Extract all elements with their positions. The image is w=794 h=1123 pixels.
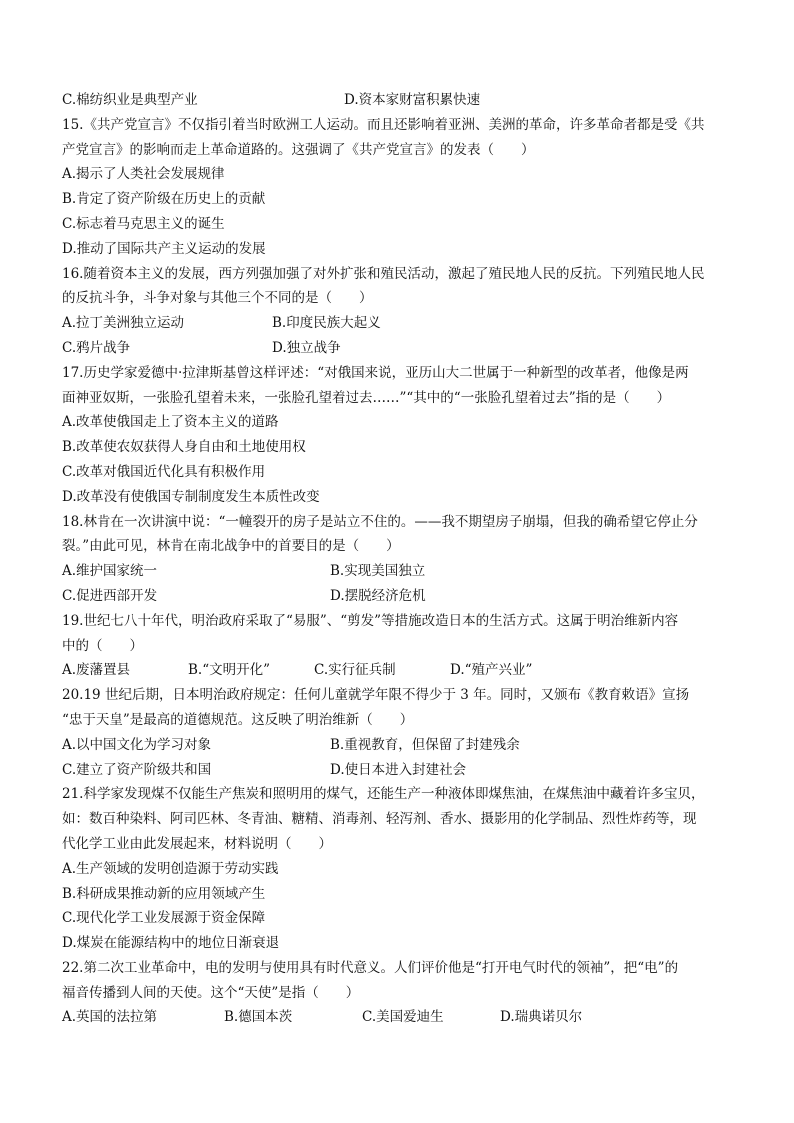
- q21-option-c: C.现代化学工业发展源于资金保障: [62, 910, 266, 927]
- q14-option-c: C.棉纺织业是典型产业: [62, 92, 198, 108]
- question-21: [62, 782, 738, 956]
- question-16: [62, 262, 738, 361]
- q16-option-a: A.拉丁美洲独立运动: [62, 315, 185, 332]
- q18-options-row-1: [62, 559, 738, 584]
- q16-options-row-1: [62, 311, 738, 336]
- q20-option-b: B.重视教育，但保留了封建残余: [330, 736, 520, 753]
- q20-option-c: C.建立了资产阶级共和国: [62, 761, 212, 778]
- q20-option-d: D.使日本进入封建社会: [330, 761, 467, 778]
- q22-stem-line-1: 22.第二次工业革命中，电的发明与使用具有时代意义。人们评价他是“打开电气时代的领袖”，把“电”的: [62, 959, 679, 976]
- q16-option-c: C.鸦片战争: [62, 339, 131, 356]
- q22-option-d: D.瑞典诺贝尔: [500, 1009, 583, 1026]
- q22-option-a: A.英国的法拉第: [62, 1009, 158, 1026]
- q18-option-a: A.维护国家统一: [62, 563, 158, 580]
- q21-stem-line-3: 代化学工业由此发展起来，材料说明（ ）: [62, 835, 332, 852]
- q16-option-d: D.独立战争: [272, 339, 341, 356]
- q22-options-row: [62, 1005, 738, 1030]
- question-22: [62, 956, 738, 1030]
- q16-stem-line-1: 16.随着资本主义的发展，西方列强加强了对外扩张和殖民活动，激起了殖民地人民的反抗。下列殖民地人民: [62, 265, 705, 282]
- q15-stem-line-2: 产党宣言》的影响而走上革命道路的。这强调了《共产党宣言》的发表（ ）: [62, 141, 535, 158]
- q17-option-a: A.改革使俄国走上了资本主义的道路: [62, 414, 279, 431]
- exam-page: [62, 88, 738, 1030]
- q21-stem-line-2: 如：数百种染料、阿司匹林、冬青油、糖精、消毒剂、轻泻剂、香水、摄影用的化学制品、烈性炸药等，现: [62, 811, 697, 828]
- q20-options-row-2: [62, 758, 738, 783]
- q15-option-c: C.标志着马克思主义的诞生: [62, 215, 225, 232]
- q20-stem-line-2: “忠于天皇”是最高的道德规范。这反映了明治维新（ ）: [62, 711, 414, 728]
- q19-option-d: D.“殖产兴业”: [450, 662, 533, 679]
- q14-option-d: D.资本家财富积累快速: [344, 92, 481, 108]
- q18-stem-line-1: 18.林肯在一次讲演中说：“一幢裂开的房子是站立不住的。——我不期望房子崩塌，但我的确希望它停止分: [62, 513, 698, 530]
- q20-options-row-1: [62, 733, 738, 758]
- q19-option-c: C.实行征兵制: [314, 662, 396, 679]
- question-15: [62, 113, 738, 262]
- q15-stem-line-1: 15.《共产党宣言》不仅指引着当时欧洲工人运动。而且还影响着亚洲、美洲的革命，许多革命者都是受《共: [62, 116, 705, 133]
- question-20: [62, 683, 738, 782]
- q20-option-a: A.以中国文化为学习对象: [62, 736, 212, 753]
- q21-option-b: B.科研成果推动新的应用领域产生: [62, 885, 266, 902]
- q16-stem-line-2: 的反抗斗争，斗争对象与其他三个不同的是（ ）: [62, 290, 373, 307]
- q18-stem-line-2: 裂。”由此可见，林肯在南北战争中的首要目的是（ ）: [62, 538, 400, 555]
- q21-option-d: D.煤炭在能源结构中的地位日渐衰退: [62, 935, 280, 952]
- q17-option-c: C.改革对俄国近代化具有积极作用: [62, 463, 266, 480]
- q15-option-d: D.推动了国际共产主义运动的发展: [62, 240, 266, 257]
- q17-option-b: B.改革使农奴获得人身自由和土地使用权: [62, 439, 306, 456]
- q16-options-row-2: [62, 336, 738, 361]
- q19-stem-line-1: 19.世纪七八十年代，明治政府采取了“易服”、“剪发”等措施改造日本的生活方式。这属于明治维新内容: [62, 612, 679, 629]
- q22-stem-line-2: 福音传播到人间的天使。这个“天使”是指（ ）: [62, 984, 360, 1001]
- question-18: [62, 510, 738, 609]
- q17-stem-line-2: 面神亚奴斯，一张脸孔望着未来，一张脸孔望着过去……”“其中的“一张脸孔望着过去”指的是（ ）: [62, 389, 671, 406]
- q19-options-row: [62, 658, 738, 683]
- q18-option-d: D.摆脱经济危机: [330, 587, 426, 604]
- q15-option-b: B.肯定了资产阶级在历史上的贡献: [62, 191, 266, 208]
- q15-option-a: A.揭示了人类社会发展规律: [62, 166, 225, 183]
- q17-stem-line-1: 17.历史学家爱德中·拉津斯基曾这样评述：“对俄国来说，亚历山大二世属于一种新型的改革者，他像是两: [62, 364, 689, 381]
- q17-option-d: D.改革没有使俄国专制制度发生本质性改变: [62, 488, 320, 505]
- q22-option-b: B.德国本茨: [224, 1009, 293, 1026]
- q14-options-row: [62, 88, 738, 113]
- question-19: [62, 609, 738, 683]
- q16-option-b: B.印度民族大起义: [272, 315, 381, 332]
- q20-stem-line-1: 20.19 世纪后期，日本明治政府规定：任何儿童就学年限不得少于 3 年。同时，又颁布《教育敕语》宣扬: [62, 687, 690, 704]
- q18-option-c: C.促进西部开发: [62, 587, 158, 604]
- question-17: [62, 361, 738, 510]
- q19-stem-line-2: 中的（ ）: [62, 637, 143, 654]
- q18-option-b: B.实现美国独立: [330, 563, 426, 580]
- q22-option-c: C.美国爱迪生: [362, 1009, 444, 1026]
- q19-option-a: A.废藩置县: [62, 662, 131, 679]
- q21-option-a: A.生产领域的发明创造源于劳动实践: [62, 860, 279, 877]
- q19-option-b: B.“文明开化”: [188, 662, 271, 679]
- q21-stem-line-1: 21.科学家发现煤不仅能生产焦炭和照明用的煤气，还能生产一种液体即煤焦油，在煤焦油中藏着许多宝贝，: [62, 786, 705, 803]
- q18-options-row-2: [62, 584, 738, 609]
